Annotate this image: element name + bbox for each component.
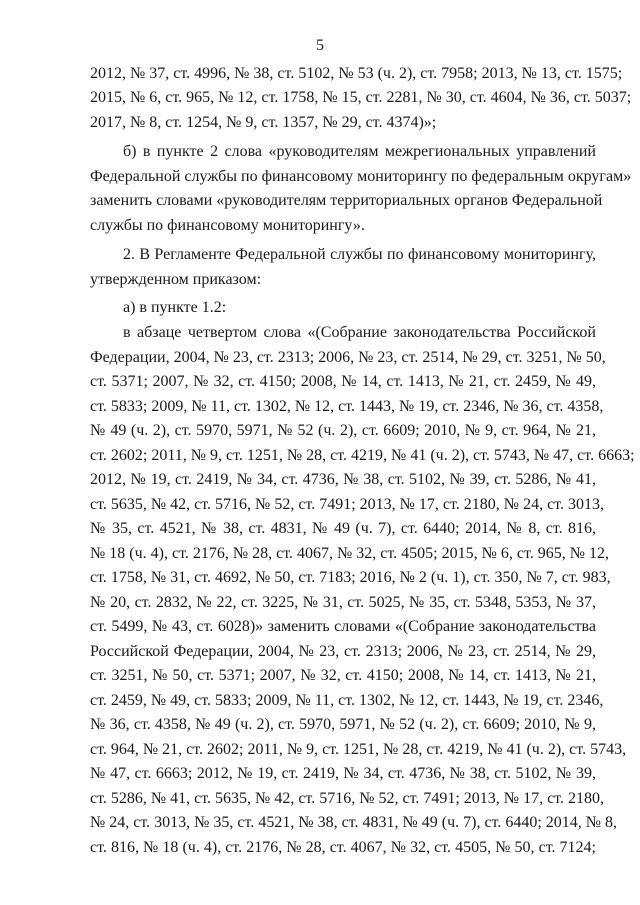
- text-line: ст. 816, № 18 (ч. 4), ст. 2176, № 28, ст. 4067, № 32, ст. 4505, № 50, ст. 7124;: [90, 839, 596, 856]
- text-line: Федеральной службы по финансовому мониторингу по федеральным округам»: [90, 168, 632, 185]
- text-line: службы по финансовому мониторингу».: [90, 217, 365, 234]
- text-line: 2. В Регламенте Федеральной службы по финансовому мониторингу,: [123, 246, 596, 263]
- text-line: ст. 5286, № 41, ст. 5635, № 42, ст. 5716, № 52, ст. 7491; 2013, № 17, ст. 2180,: [90, 790, 604, 807]
- text-line: ст. 5833; 2009, № 11, ст. 1302, № 12, ст. 1443, № 19, ст. 2346, № 36, ст. 4358,: [90, 398, 604, 415]
- text-line: 2012, № 19, ст. 2419, № 34, ст. 4736, № 38, ст. 5102, № 39, ст. 5286, № 41,: [90, 471, 596, 488]
- text-line: ст. 964, № 21, ст. 2602; 2011, № 9, ст. 1251, № 28, ст. 4219, № 41 (ч. 2), ст. 5743,: [90, 741, 627, 758]
- text-line: № 49 (ч. 2), ст. 5970, 5971, № 52 (ч. 2), ст. 6609; 2010, № 9, ст. 964, № 21,: [90, 422, 596, 439]
- text-line: № 20, ст. 2832, № 22, ст. 3225, № 31, ст. 5025, № 35, ст. 5348, 5353, № 37,: [90, 594, 596, 611]
- text-line: ст. 5499, № 43, ст. 6028)» заменить словами «(Собрание законодательства: [90, 618, 596, 635]
- text-line: заменить словами «руководителям территориальных органов Федеральной: [90, 192, 603, 209]
- text-line: 2015, № 6, ст. 965, № 12, ст. 1758, № 15, ст. 2281, № 30, ст. 4604, № 36, ст. 5037;: [90, 89, 632, 106]
- text-line: № 36, ст. 4358, № 49 (ч. 2), ст. 5970, 5971, № 52 (ч. 2), ст. 6609; 2010, № 9,: [90, 716, 596, 733]
- text-line: в абзаце четвертом слова «(Собрание законодательства Российской: [123, 324, 596, 341]
- text-line: 2012, № 37, ст. 4996, № 38, ст. 5102, № 53 (ч. 2), ст. 7958; 2013, № 13, ст. 1575;: [90, 65, 623, 82]
- text-line: Российской Федерации, 2004, № 23, ст. 2313; 2006, № 23, ст. 2514, № 29,: [90, 643, 596, 660]
- text-line: ст. 2602; 2011, № 9, ст. 1251, № 28, ст. 4219, № 41 (ч. 2), ст. 5743, № 47, ст. 6663;: [90, 447, 635, 464]
- text-line: № 18 (ч. 4), ст. 2176, № 28, ст. 4067, № 32, ст. 4505; 2015, № 6, ст. 965, № 12,: [90, 545, 610, 562]
- text-line: а) в пункте 1.2:: [123, 299, 227, 316]
- text-line: утвержденном приказом:: [90, 271, 262, 288]
- text-line: № 47, ст. 6663; 2012, № 19, ст. 2419, № 34, ст. 4736, № 38, ст. 5102, № 39,: [90, 765, 596, 782]
- text-line: ст. 1758, № 31, ст. 4692, № 50, ст. 7183; 2016, № 2 (ч. 1), ст. 350, № 7, ст. 983,: [90, 569, 611, 586]
- text-line: Федерации, 2004, № 23, ст. 2313; 2006, № 23, ст. 2514, № 29, ст. 3251, № 50,: [90, 349, 606, 366]
- text-line: № 35, ст. 4521, № 38, ст. 4831, № 49 (ч. 7), ст. 6440; 2014, № 8, ст. 816,: [90, 520, 596, 537]
- text-line: ст. 3251, № 50, ст. 5371; 2007, № 32, ст. 4150; 2008, № 14, ст. 1413, № 21,: [90, 667, 596, 684]
- text-line: ст. 2459, № 49, ст. 5833; 2009, № 11, ст. 1302, № 12, ст. 1443, № 19, ст. 2346,: [90, 692, 604, 709]
- text-line: б) в пункте 2 слова «руководителям межрегиональных управлений: [123, 143, 596, 160]
- page-number: 5: [316, 37, 324, 54]
- text-line: ст. 5371; 2007, № 32, ст. 4150; 2008, № 14, ст. 1413, № 21, ст. 2459, № 49,: [90, 373, 596, 390]
- text-line: 2017, № 8, ст. 1254, № 9, ст. 1357, № 29, ст. 4374)»;: [90, 114, 437, 131]
- text-line: ст. 5635, № 42, ст. 5716, № 52, ст. 7491; 2013, № 17, ст. 2180, № 24, ст. 3013,: [90, 496, 604, 513]
- text-line: № 24, ст. 3013, № 35, ст. 4521, № 38, ст. 4831, № 49 (ч. 7), ст. 6440; 2014, № 8,: [90, 814, 618, 831]
